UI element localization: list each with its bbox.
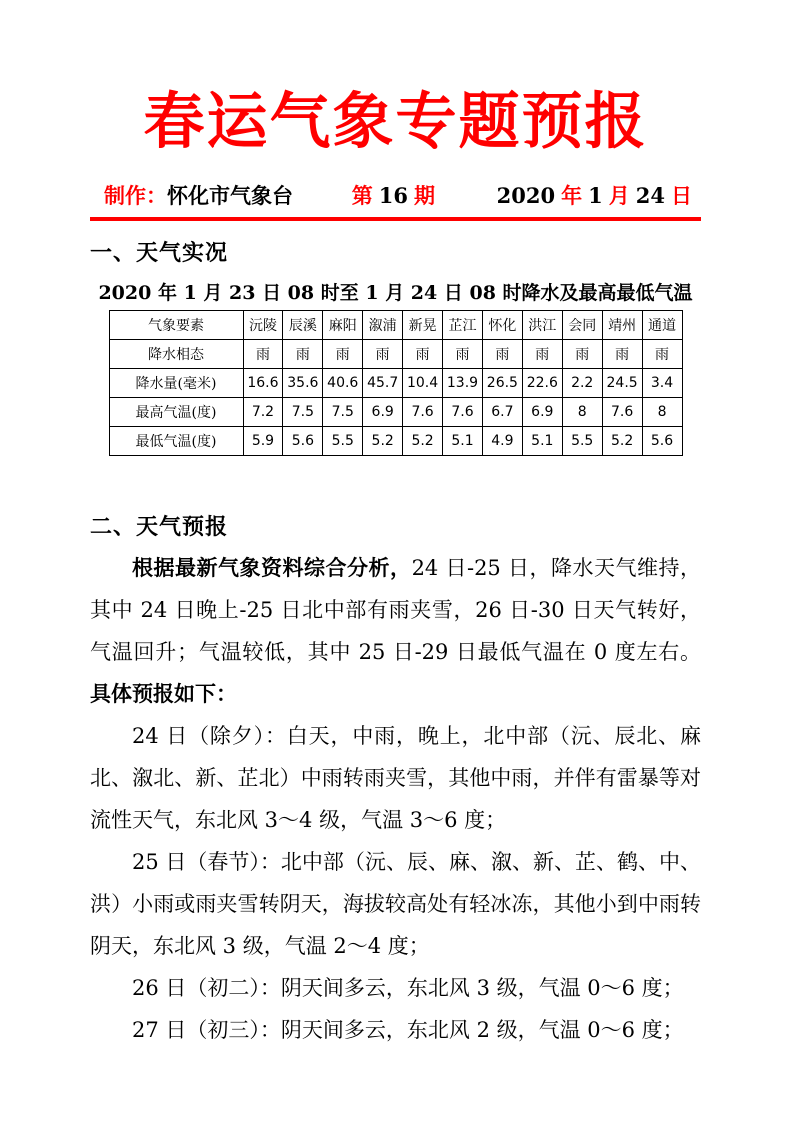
date-month-unit: 月 [608,183,630,209]
weather-table-body [109,311,682,456]
intro-bold-tail: 具体预报如下： [90,681,237,707]
table-value-cell: 5.5 [323,427,363,456]
table-value-cell: 雨 [482,340,522,369]
table-value-cell: 10.4 [403,369,443,398]
issue-number [349,180,438,210]
table-value-cell: 5.9 [243,427,283,456]
table-title: 2020 年 1 月 23 日 08 时至 1 月 24 日 08 时降水及最高最低气温 [98,282,693,305]
table-value-cell: 2.2 [562,369,602,398]
table-value-cell: 7.6 [602,398,642,427]
table-value-cell: 26.5 [482,369,522,398]
table-value-cell: 6.9 [522,398,562,427]
table-value-cell: 雨 [562,340,602,369]
intro-text: 24 日-25 日，降水天气维持，其中 24 日晚上-25 日北中部有雨夹雪，26 日-30 日天气转好，气温回升；气温较低，其中 25 日-29 日最低气温在 0 度左右。 [90,556,702,665]
table-value-cell: 5.2 [602,427,642,456]
table-value-cell: 7.5 [283,398,323,427]
row-label-cell: 降水相态 [109,340,243,369]
table-value-cell: 3.4 [642,369,682,398]
table-value-cell: 雨 [443,340,483,369]
table-value-cell: 7.6 [443,398,483,427]
table-value-cell: 35.6 [283,369,323,398]
issue-suffix: 期 [413,183,435,209]
table-header-row [109,311,682,340]
table-value-cell: 雨 [403,340,443,369]
station-header-cell: 会同 [562,311,602,340]
station-header-cell: 通道 [642,311,682,340]
table-value-cell: 5.1 [522,427,562,456]
table-corner-cell: 气象要素 [109,311,243,340]
intro-bold-lead: 根据最新气象资料综合分析， [132,555,412,581]
station-header-cell: 沅陵 [243,311,283,340]
forecast-body [90,547,701,1051]
section2-heading: 二、天气预报 [90,514,229,541]
table-value-cell: 45.7 [363,369,403,398]
issue-prefix: 第 [351,183,373,209]
document-title: 春运气象专题预报 [143,86,648,157]
station-header-cell: 怀化 [482,311,522,340]
table-value-cell: 雨 [363,340,403,369]
forecast-paragraph-day27: 27 日（初三）：阴天间多云，东北风 2 级，气温 0～6 度； [132,1018,684,1043]
date-month: 1 [588,183,603,209]
issue-value: 16 [378,183,408,209]
producer [104,180,293,210]
table-value-cell: 13.9 [443,369,483,398]
table-value-cell: 雨 [602,340,642,369]
table-value-cell: 40.6 [323,369,363,398]
table-row [109,427,682,456]
table-value-cell: 6.9 [363,398,403,427]
date-year: 2020 [496,183,556,209]
table-value-cell: 7.2 [243,398,283,427]
weather-table [109,310,683,456]
date-day-unit: 日 [670,183,692,209]
forecast-intro-paragraph [90,547,701,715]
table-value-cell: 5.2 [363,427,403,456]
table-row [109,369,682,398]
row-label-cell: 降水量(毫米) [109,369,243,398]
forecast-paragraph-day25: 25 日（春节）：北中部（沅、辰、麻、溆、新、芷、鹤、中、洪）小雨或雨夹雪转阴天，海拔较高处有轻冰冻，其他小到中雨转阴天，东北风 3 级，气温 2～4 度； [90,850,701,959]
date-day: 24 [635,183,665,209]
row-label-cell: 最低气温(度) [109,427,243,456]
table-value-cell: 7.6 [403,398,443,427]
table-value-cell: 雨 [283,340,323,369]
table-value-cell: 24.5 [602,369,642,398]
table-value-cell: 雨 [243,340,283,369]
table-value-cell: 雨 [642,340,682,369]
station-header-cell: 溆浦 [363,311,403,340]
forecast-paragraph-day26: 26 日（初二）：阴天间多云，东北风 3 级，气温 0～6 度； [132,976,684,1001]
table-value-cell: 6.7 [482,398,522,427]
table-value-cell: 7.5 [323,398,363,427]
table-value-cell: 16.6 [243,369,283,398]
station-header-cell: 麻阳 [323,311,363,340]
table-value-cell: 雨 [522,340,562,369]
station-header-cell: 新晃 [403,311,443,340]
row-label-cell: 最高气温(度) [109,398,243,427]
table-row [109,340,682,369]
table-value-cell: 5.6 [642,427,682,456]
red-divider [90,217,701,221]
table-value-cell: 8 [562,398,602,427]
table-value-cell: 5.2 [403,427,443,456]
table-value-cell: 22.6 [522,369,562,398]
table-value-cell: 雨 [323,340,363,369]
date-year-unit: 年 [561,183,583,209]
table-value-cell: 5.5 [562,427,602,456]
station-header-cell: 芷江 [443,311,483,340]
station-header-cell: 辰溪 [283,311,323,340]
table-value-cell: 5.1 [443,427,483,456]
document-meta-row [90,180,701,210]
table-value-cell: 5.6 [283,427,323,456]
table-row [109,398,682,427]
forecast-paragraph-day24: 24 日（除夕）：白天，中雨，晚上，北中部（沅、辰北、麻北、溆北、新、芷北）中雨转雨夹雪，其他中雨，并伴有雷暴等对流性天气，东北风 3～4 级，气温 3～6 度； [90,724,701,833]
issue-date [494,180,695,210]
table-value-cell: 8 [642,398,682,427]
station-header-cell: 洪江 [522,311,562,340]
section1-heading: 一、天气实况 [90,240,229,267]
station-header-cell: 靖州 [602,311,642,340]
producer-label: 制作： [104,183,167,209]
table-value-cell: 4.9 [482,427,522,456]
producer-value: 怀化市气象台 [167,183,293,209]
